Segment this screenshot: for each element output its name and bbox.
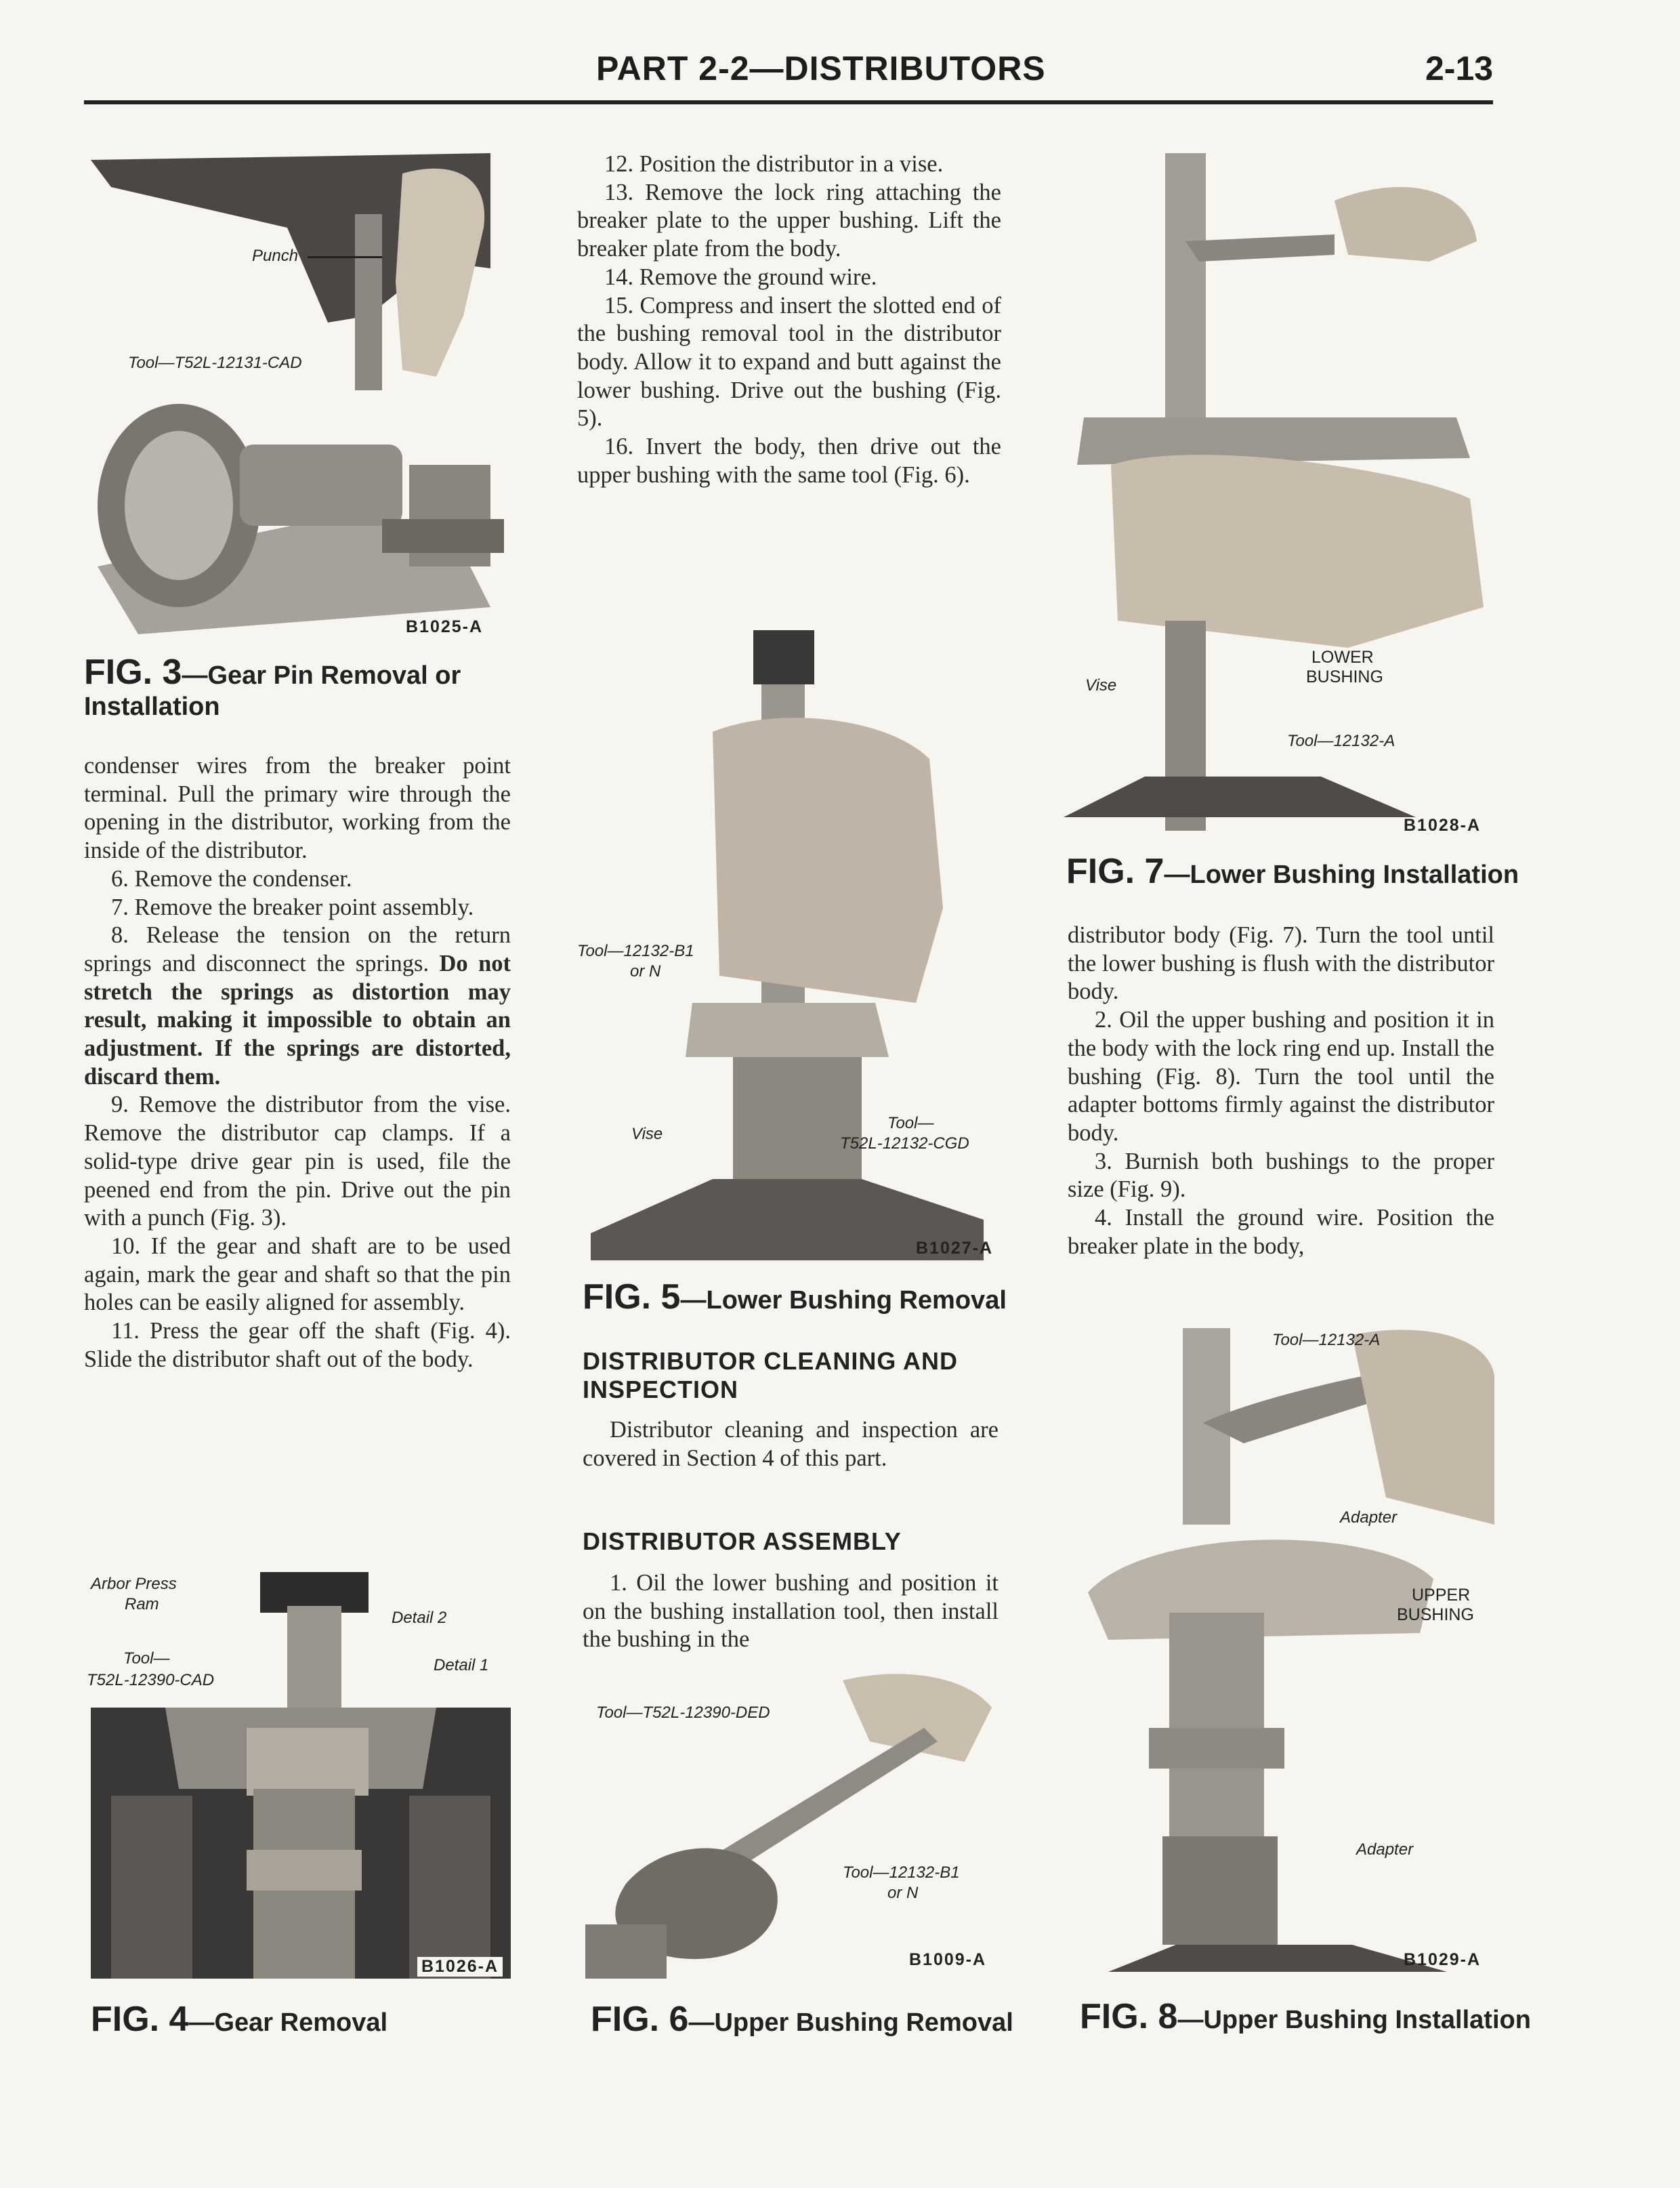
cleaning-heading: DISTRIBUTOR CLEANING AND INSPECTION	[583, 1347, 958, 1403]
fig4-caption-number: FIG. 4	[91, 2000, 189, 2039]
fig8-label-tool: Tool—12132-A	[1272, 1331, 1381, 1349]
fig8-caption-number: FIG. 8	[1080, 1997, 1178, 2036]
fig5-caption-text: —Lower Bushing Removal	[680, 1286, 1007, 1315]
fig5-code: B1027-A	[916, 1239, 994, 1258]
fig5-label-tool-or: or N	[630, 962, 661, 981]
paragraph-8	[84, 922, 511, 1091]
figure-6-caption	[591, 1999, 1013, 2040]
fig5-caption-number: FIG. 5	[583, 1277, 681, 1317]
fig8-caption-text: —Upper Bushing Installation	[1177, 2006, 1531, 2034]
page-header-title: PART 2-2—DISTRIBUTORS	[596, 49, 1046, 87]
header-rule	[84, 100, 1493, 104]
fig4-caption-text: —Gear Removal	[188, 2008, 388, 2037]
fig4-code: B1026-A	[417, 1957, 503, 1977]
fig7-code: B1028-A	[1404, 816, 1482, 831]
middle-column-text	[577, 150, 1001, 489]
fig3-label-punch: Punch	[252, 247, 299, 265]
figure-3-photo	[84, 146, 504, 641]
fig6-caption-number: FIG. 6	[591, 2000, 689, 2039]
fig4-label-arbor: Arbor Press	[91, 1575, 177, 1593]
fig5-label-tool2-line2: T52L-12132-CGD	[840, 1134, 969, 1153]
figure-7-photo	[1064, 146, 1497, 831]
figure-7-caption	[1066, 851, 1519, 892]
paragraph: Distributor cleaning and inspection are covered in Section 4 of this part.	[583, 1417, 999, 1471]
fig7-caption-text: —Lower Bushing Installation	[1164, 861, 1519, 889]
fig3-code: B1025-A	[406, 617, 484, 636]
figure-5-photo	[577, 623, 997, 1260]
fig6-label-tool-top: Tool—T52L-12390-DED	[596, 1704, 770, 1722]
paragraph: distributor body (Fig. 7). Turn the tool until the lower bushing is flush with the distributor body.	[1068, 922, 1494, 1005]
figure-8-photo	[1068, 1321, 1501, 1972]
figure-4-caption	[91, 1999, 387, 2040]
fig7-label-lower-2: BUSHING	[1306, 667, 1383, 686]
paragraph: 9. Remove the distributor from the vise. Remove the distributor cap clamps. If a solid-type drive gear pin is used, file the peened end from the pin. Drive out the pin with a punch (Fig. 3).	[84, 1092, 511, 1231]
fig8-label-adapter-upper: Adapter	[1340, 1508, 1398, 1527]
fig7-label-vise: Vise	[1085, 676, 1117, 695]
fig3-caption-number: FIG. 3	[84, 653, 182, 692]
paragraph: 12. Position the distributor in a vise.	[604, 151, 944, 177]
paragraph: 15. Compress and insert the slotted end of the bushing removal tool in the distributor body. Allow it to expand and butt against the lower bushing. Drive out the bushing (Fig. 5).	[577, 292, 1001, 432]
right-column-text	[1068, 922, 1494, 1260]
paragraph: 10. If the gear and shaft are to be used again, mark the gear and shaft so that the pin holes can be easily aligned for assembly.	[84, 1233, 511, 1316]
paragraph-8-warning: Do not stretch the springs as distortion may result, making it impossible to obtain an adjustment. If the springs are distorted, discard them.	[84, 950, 511, 1090]
fig4-label-ram: Ram	[125, 1595, 159, 1613]
paragraph: 6. Remove the condenser.	[111, 865, 352, 892]
left-column-text	[84, 752, 511, 1374]
fig3-label-tool: Tool—T52L-12131-CAD	[128, 354, 302, 372]
paragraph: 3. Burnish both bushings to the proper size (Fig. 9).	[1068, 1148, 1494, 1203]
paragraph: 16. Invert the body, then drive out the upper bushing with the same tool (Fig. 6).	[577, 434, 1001, 488]
paragraph: condenser wires from the breaker point terminal. Pull the primary wire through the opening in the distributor, working from the inside of the distributor.	[84, 753, 511, 864]
assembly-text	[583, 1569, 999, 1654]
fig6-label-tool-or: or N	[887, 1884, 919, 1902]
fig4-label-tool-line2: T52L-12390-CAD	[87, 1671, 215, 1689]
paragraph: 13. Remove the lock ring attaching the breaker plate to the upper bushing. Lift the breaker plate from the body.	[577, 179, 1001, 262]
fig8-label-adapter-lower: Adapter	[1356, 1840, 1414, 1859]
assembly-heading: DISTRIBUTOR ASSEMBLY	[583, 1527, 902, 1555]
paragraph: 14. Remove the ground wire.	[604, 264, 877, 290]
paragraph: 4. Install the ground wire. Position the breaker plate in the body,	[1068, 1205, 1494, 1259]
figure-5-caption	[583, 1277, 1007, 1317]
fig4-label-tool-line1: Tool—	[123, 1649, 170, 1668]
paragraph-8-text: 8. Release the tension on the return springs and disconnect the springs.	[84, 922, 511, 976]
fig6-caption-text: —Upper Bushing Removal	[688, 2008, 1013, 2037]
figure-4-photo	[84, 1565, 518, 1979]
fig8-label-upper-1: UPPER	[1412, 1586, 1471, 1605]
fig5-label-vise: Vise	[631, 1125, 663, 1143]
paragraph: 1. Oil the lower bushing and position it on the bushing installation tool, then install the bushing in the	[583, 1570, 999, 1653]
cleaning-text	[583, 1416, 999, 1472]
fig4-label-detail2: Detail 2	[392, 1609, 447, 1627]
fig6-label-tool: Tool—12132-B1	[843, 1863, 960, 1882]
fig7-label-lower-1: LOWER	[1311, 648, 1374, 667]
fig8-label-upper-2: BUSHING	[1397, 1605, 1474, 1624]
fig3-leader-punch	[308, 256, 382, 258]
paragraph: 7. Remove the breaker point assembly.	[111, 894, 474, 920]
paragraph: 2. Oil the upper bushing and position it in the body with the lock ring end up. Install the bushing (Fig. 8). Turn the tool until the adapter bottoms firmly against the distributor body.	[1068, 1007, 1494, 1146]
figure-8-caption	[1080, 1996, 1531, 2037]
paragraph: 11. Press the gear off the shaft (Fig. 4). Slide the distributor shaft out of the body.	[84, 1318, 511, 1372]
fig8-code: B1029-A	[1404, 1950, 1482, 1969]
page-number: 2-13	[1425, 49, 1494, 87]
figure-3-caption	[84, 652, 518, 722]
fig7-label-tool: Tool—12132-A	[1287, 732, 1395, 750]
fig5-label-tool: Tool—12132-B1	[577, 942, 694, 960]
fig7-caption-number: FIG. 7	[1066, 852, 1164, 891]
fig4-label-detail1: Detail 1	[434, 1656, 489, 1674]
fig3-caption-text: —Gear Pin Removal or Installation	[84, 661, 461, 721]
fig5-label-tool2-line1: Tool—	[887, 1114, 934, 1132]
fig6-code: B1009-A	[909, 1950, 987, 1969]
figure-6-photo	[585, 1667, 1005, 1979]
